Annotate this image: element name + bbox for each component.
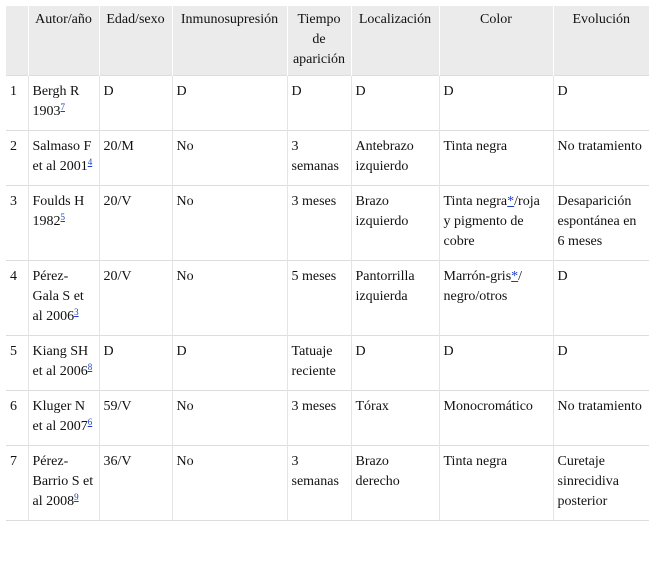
cell-color: D (439, 336, 553, 391)
cell-color (439, 186, 553, 261)
cell-localizacion: Brazo derecho (351, 446, 439, 521)
color-text-post: /roja y pigmento de cobre (443, 194, 540, 249)
table-row (6, 336, 649, 391)
cell-autor (28, 261, 99, 336)
autor-text: Pérez-Gala S et al 2006 (32, 269, 84, 324)
cell-inmuno: D (172, 76, 287, 131)
table-row (6, 261, 649, 336)
autor-text: Kluger N et al 2007 (32, 399, 88, 434)
cell-inmuno: No (172, 186, 287, 261)
header-inmuno: Inmunosupresión (172, 6, 287, 76)
cell-color: Tinta negra (439, 446, 553, 521)
cell-tiempo: 3 meses (287, 391, 351, 446)
cell-edad: 59/V (99, 391, 172, 446)
footnote-mark-link[interactable]: * (507, 194, 515, 209)
row-number: 5 (6, 336, 28, 391)
reference-link[interactable]: 9 (74, 492, 79, 502)
header-localizacion: Localización (351, 6, 439, 76)
cell-evolucion: D (553, 76, 649, 131)
cell-evolucion: No tratamiento (553, 131, 649, 186)
cell-autor (28, 186, 99, 261)
cell-inmuno: No (172, 261, 287, 336)
cell-color: Monocromático (439, 391, 553, 446)
cell-autor (28, 391, 99, 446)
cell-edad: D (99, 76, 172, 131)
cell-edad: 20/V (99, 261, 172, 336)
autor-text: Foulds H 1982 (32, 194, 85, 229)
cell-evolucion: D (553, 261, 649, 336)
cell-edad: 20/V (99, 186, 172, 261)
cell-autor (28, 446, 99, 521)
cell-color (439, 261, 553, 336)
cell-inmuno: No (172, 131, 287, 186)
cell-localizacion: Tórax (351, 391, 439, 446)
cell-autor (28, 76, 99, 131)
cell-evolucion: Curetaje sinrecidiva posterior (553, 446, 649, 521)
row-number: 7 (6, 446, 28, 521)
header-tiempo: Tiempo de aparición (287, 6, 351, 76)
header-edad: Edad/sexo (99, 6, 172, 76)
cell-edad: D (99, 336, 172, 391)
row-number: 4 (6, 261, 28, 336)
row-number: 6 (6, 391, 28, 446)
cell-color: D (439, 76, 553, 131)
cell-evolucion: Desaparición espontánea en 6 meses (553, 186, 649, 261)
cell-tiempo: Tatuaje reciente (287, 336, 351, 391)
cell-autor (28, 131, 99, 186)
autor-text: Kiang SH et al 2006 (32, 344, 89, 379)
color-text-pre: Marrón-gris (443, 269, 512, 284)
footnote-mark-link[interactable]: * (511, 269, 519, 284)
row-number: 1 (6, 76, 28, 131)
reference-link[interactable]: 3 (74, 307, 79, 317)
header-color: Color (439, 6, 553, 76)
table-row (6, 76, 649, 131)
row-number: 2 (6, 131, 28, 186)
case-table (6, 6, 649, 521)
reference-link[interactable]: 6 (87, 417, 93, 427)
header-num (6, 6, 28, 76)
cell-tiempo: 5 meses (287, 261, 351, 336)
reference-link[interactable]: 4 (87, 157, 93, 167)
autor-text: Pérez-Barrio S et al 2008 (32, 454, 94, 509)
reference-link[interactable]: 8 (87, 362, 93, 372)
cell-tiempo: 3 semanas (287, 131, 351, 186)
autor-text: Salmaso F et al 2001 (32, 139, 92, 174)
table-row (6, 446, 649, 521)
cell-tiempo: 3 meses (287, 186, 351, 261)
cell-localizacion: Brazo izquierdo (351, 186, 439, 261)
cell-tiempo: 3 semanas (287, 446, 351, 521)
cell-inmuno: D (172, 336, 287, 391)
table-row (6, 186, 649, 261)
cell-localizacion: Antebrazo izquierdo (351, 131, 439, 186)
cell-localizacion: Pantorrilla izquierda (351, 261, 439, 336)
reference-link[interactable]: 7 (60, 102, 65, 112)
table-row (6, 391, 649, 446)
cell-color: Tinta negra (439, 131, 553, 186)
cell-evolucion: No tratamiento (553, 391, 649, 446)
cell-autor (28, 336, 99, 391)
header-autor: Autor/año (28, 6, 99, 76)
reference-link[interactable]: 5 (60, 212, 65, 222)
color-text-pre: Tinta negra (443, 194, 508, 209)
cell-evolucion: D (553, 336, 649, 391)
header-evolucion: Evolución (553, 6, 649, 76)
header-row (6, 6, 649, 76)
row-number: 3 (6, 186, 28, 261)
color-text-post: / negro/otros (443, 269, 523, 304)
cell-inmuno: No (172, 391, 287, 446)
table-row (6, 131, 649, 186)
cell-inmuno: No (172, 446, 287, 521)
autor-text: Bergh R 1903 (32, 84, 80, 119)
cell-edad: 20/M (99, 131, 172, 186)
cell-localizacion: D (351, 336, 439, 391)
cell-tiempo: D (287, 76, 351, 131)
cell-localizacion: D (351, 76, 439, 131)
cell-edad: 36/V (99, 446, 172, 521)
